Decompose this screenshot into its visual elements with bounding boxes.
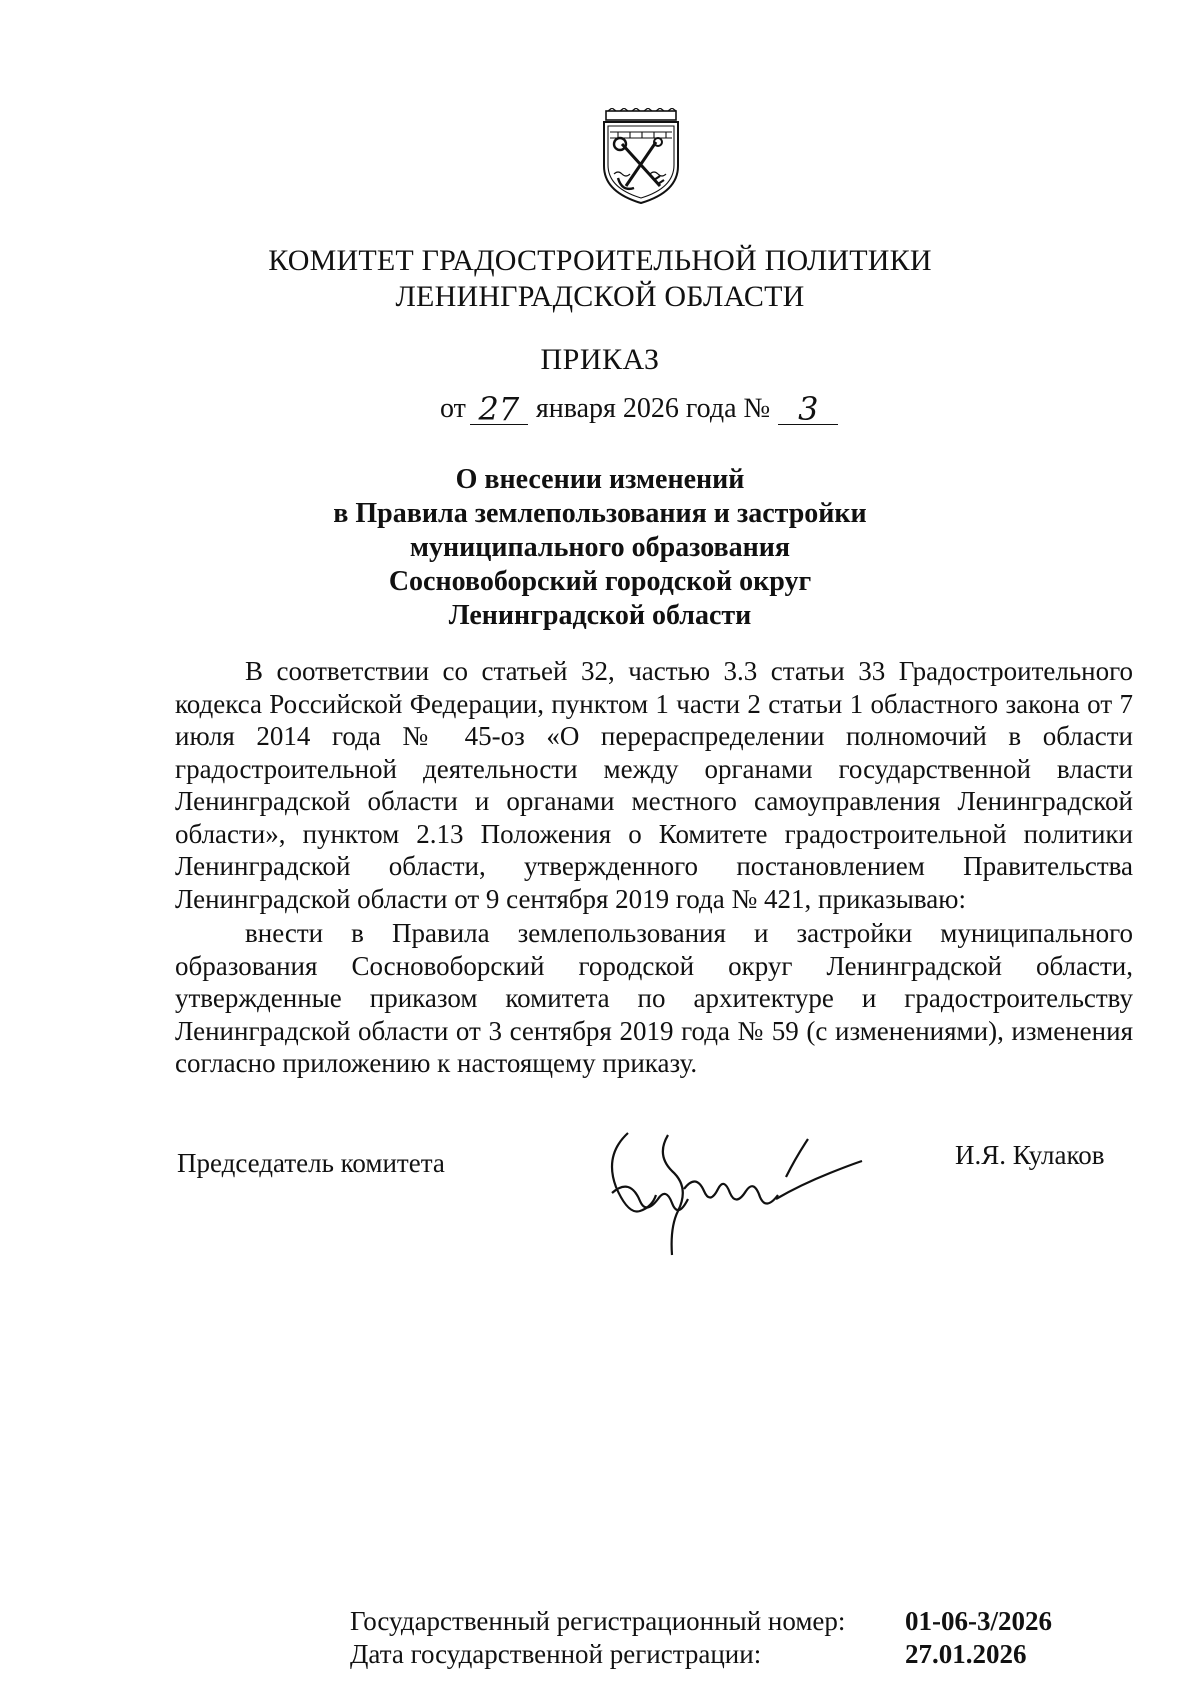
handwritten-day: 27 bbox=[470, 394, 528, 425]
handwritten-signature-icon bbox=[600, 1115, 890, 1265]
date-middle-text: января 2026 года № bbox=[535, 393, 771, 424]
document-type: ПРИКАЗ bbox=[540, 343, 660, 376]
signatory-position: Председатель комитета bbox=[177, 1148, 445, 1178]
title-line: О внесении изменений bbox=[455, 464, 745, 495]
registration-date-value: 27.01.2026 bbox=[905, 1639, 1027, 1669]
registration-number-value: 01-06-3/2026 bbox=[905, 1606, 1052, 1636]
title-line: муниципального образования bbox=[409, 532, 791, 563]
title-line: Ленинградской области bbox=[448, 600, 752, 631]
registration-number-label: Государственный регистрационный номер: bbox=[350, 1606, 846, 1636]
registration-date-label: Дата государственной регистрации: bbox=[350, 1639, 762, 1669]
body-paragraph-1: В соответствии со статьей 32, частью 3.3 статьи 33 Градостроительного кодекса Российской Федерации, пунктом 1 части 2 статьи 1 областного закона от 7 июля 2014 года № 45-оз «О перераспределении полномочий в области градостроительной деятельности между органами государственной власти Ленинградской области и органами местного самоуправления Ленинградской области», пунктом 2.13 Положения о Комитете градостроительной политики Ленинградской области, утвержденного постановлением Правительства Ленинградской области от 9 сентября 2019 года № 421, приказываю: bbox=[175, 656, 1133, 914]
signatory-name: И.Я. Кулаков bbox=[955, 1140, 1105, 1170]
registration-date-row bbox=[350, 1638, 1027, 1671]
title-line: Сосновоборский городской округ bbox=[388, 566, 812, 597]
date-prefix: от bbox=[440, 393, 466, 424]
coat-of-arms-icon bbox=[600, 108, 682, 204]
date-number-line bbox=[440, 390, 838, 428]
title-line: в Правила землепользования и застройки bbox=[333, 498, 867, 529]
organization-name-line-2: ЛЕНИНГРАДСКОЙ ОБЛАСТИ bbox=[395, 280, 805, 313]
document-title bbox=[0, 463, 1200, 633]
body-paragraph-2: внести в Правила землепользования и застройки муниципального образования Сосновоборский городской округ Ленинградской области, утвержденные приказом комитета по архитектуре и градостроительству Ленинградской области от 3 сентября 2019 года № 59 (с изменениями), изменения согласно приложению к настоящему приказу. bbox=[175, 918, 1133, 1078]
handwritten-order-number: 3 bbox=[778, 394, 838, 425]
organization-name-line-1: КОМИТЕТ ГРАДОСТРОИТЕЛЬНОЙ ПОЛИТИКИ bbox=[268, 244, 932, 277]
registration-number-row bbox=[350, 1605, 1052, 1638]
